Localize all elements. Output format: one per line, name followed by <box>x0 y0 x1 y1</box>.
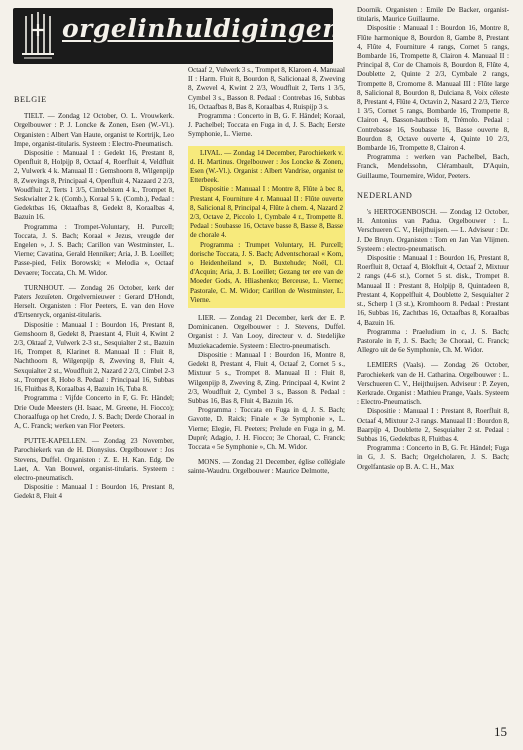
entry-text: Dispositie : Manuaal I : Prestant 8, Roerfluit 8, Octaaf 4, Mixtuur 2-3 rangs. Manuaal II : Bourdon 8, Baarpijp 4, Doublette 2, Sesquialter 2 st. Pedaal : Subbas 16, Gedektbas 8, Fluitbas 4. <box>357 407 509 443</box>
entry-text: Programma : Concerto in B, G. F. Händel; Koraal, J. Pachelbel; Toccata en Fuga in d, J. S. Bach; Eerste Symphonie, L. Vierne. <box>188 112 345 139</box>
entry-hertogenbosch <box>357 208 509 355</box>
entry-text: Programma : werken van Pachelbel, Bach, Franck, Mendelssohn, Clérambault, D'Aquin, Guillaume, Tournemire, Widor, Peeters. <box>357 153 509 180</box>
organ-pipes-icon <box>18 10 58 62</box>
entry-text: Programma : Toccata en Fuga in d, J. S. Bach; Gavotte, D. Raick; Finale « 3e Symphonie », L. Vierne; Elegie, Fl. Peeters; Prelude en Fuga in g, M. Dupré; Adagio, J. H. Fiocco; 3e Choraal, C. Franck; Toccata « 5e Symphonie », Ch. M. Widor. <box>188 406 345 451</box>
entry-text: Octaaf 2, Vulwerk 3 s., Trompet 8, Klaroen 4. Manuaal II : Harm. Fluit 8, Bourdon 8, Salicionaal 8, Zweving 8, Zwevel 4, Kwint 2 2/3, Woudfluit 2, Terts 1 3/5, Cymbel 3 s., Basson 8. Pedaal : Contrebas 16, Subbas 16, Octaafbas 8, Bas 8, Koraalbas 4, Ruispijp 3 s. <box>188 66 345 111</box>
entry-text: Dispositie : Manuaal I : Bourdon 16, Montre 8, Gedekt 8, Prestant 4, Fluit 4, Octaaf 2, Cornet 5 s., Mixtuur 5 s., Trompet 8. Manuaal II : Fluit 8, Wilgenpijp 8, Zweving 8, Zing. Principaal 4, Kwint 2 2/3, Woudfluit 2, Cymbel 3 s., Basson 8. Pedaal : Subbas 16, Bas 8, Fluit 4, Bazuin 16. <box>188 350 345 405</box>
entry-mons-continued <box>357 6 509 181</box>
entry-text: PUTTE-KAPELLEN. — Zondag 23 November, Parochiekerk van de H. Dionysius. Orgelbouwer : Jos Stevens, Duffel. Organisten : Z. E. H. Kan. Edg. De Laet, A. Van Bouwel, organist-titularis. Systeem : electro-pneumatisch. <box>14 437 174 482</box>
highlighted-entry-lival <box>188 146 345 308</box>
entry-putte-kapellen-continued <box>188 66 345 140</box>
page-header-title: orgelinhuldigingen <box>62 14 341 43</box>
entry-text: Programma : Trumpet Voluntary, H. Purcell; dorische Toccata, J. S. Bach; Adventschoraal « Kom, o Heidenheiland », D. Buxtehude; Noël, Cl. d'Acquin; Aria, J. B. Loeillet; Gezang ter ere van de Moeder Gods, A. Hliashenko; Berceuse, L. Vierne; Pastorale, C. M. Widor; Carillon de Westminster, L. Vierne. <box>190 240 343 304</box>
entry-text: Dispositie : Manuaal I : Bourdon 16, Prestant 8, Roerfluit 8, Octaaf 4, Blokfluit 4, Octaaf 2, Mixtuur 2 rangs (4-6 st.), Cornet 5 st. disk., Trompet 8. Manuaal II : Prestant 8, Holpijp 8, Quintadeen 8, Prestant 4, Koppelfluit 4, Doublette 2, Sesquialter 2 st., Scherp 1 (3 st.), Kromhoorn 8. Pedaal : Prestant 16, Subbas 16, Zachtbas 16, Octaafbas 8, Koraalbas 4, Bazuin 16. <box>357 254 509 327</box>
entry-text: Programma : Trompet-Voluntary, H. Purcell; Toccata, J. S. Bach; Koraal « Jezus, vreugde der Engelen », J. S. Bach; Carillon van Westminster, L. Vierne; Cavatina, Gerald Henniker; Aria, J. B. Loeillet; Passe-pied, Felix Borowski; « Melodia », Octaaf Devaere; Toccata, Ch. M. Widor. <box>14 222 174 277</box>
entry-text: Programma : Concerto in B, G. Fr. Händel; Fuga in G, J. S. Bach; Orgelcholaren, J. S. Bach; Orgelfantasie op B. A. C. H., Max <box>357 444 509 471</box>
entry-text: Dispositie : Manuaal I : Bourdon 16, Prestant 8, Gedekt 8, Fluit 4 <box>14 483 174 501</box>
entry-text: LIER. — Zondag 21 December, kerk der E. P. Dominicanen. Orgelbouwer : J. Stevens, Duffel. Organist : J. Van Looy, directeur v. d. Stedelijke Muziekacademie. Systeem : Electro-pneumatisch. <box>188 314 345 350</box>
entry-text: TIELT. — Zondag 12 October, O. L. Vrouwkerk. Orgelbouwer : P. J. Loncke & Zonen, Esen (W.-Vl.). Organisten : Albert Van Haute, organist te Kortrijk, Leo Impe, organist-titularis. Systeem : Electro-Pneumatisch. <box>14 112 174 148</box>
entry-text: Dispositie : Manuaal I : Gedekt 16, Prestant 8, Openfluit 8, Holpijp 8, Octaaf 4, Roerfluit 4, Veldfluit 2, Vulwerk 4 k. Manuaal II : Gemshoorn 8, Wilgenpijp 8, Zwevings 8, Principaal 4, Openfluit 4, Nazaard 2 2/3, Woudfluit 2, Terts 1 3/5, Cimbelstem 4 k., Trompet 8, Seskwialter 2 k. (Comb.), Koraal 5 k. (Comb.), Pedaal : Gedektbas 16, Oktaafbas 8, Gedekt 8, Koraalbas 4, Bazuin 16. <box>14 149 174 222</box>
entry-text: MONS. — Zondag 21 December, église collégiale sainte-Waudru. Orgelbouwer : Maurice Delmotte, <box>188 458 345 476</box>
entry-text: 's HERTOGENBOSCH. — Zondag 12 October, H. Antonius van Padua. Orgelbouwer : L. Verschueren C. V., Heijthuijsen. — L. Adviseur : Dr. J. De Bruyn. Organisten : Tom en Jan Van Vlijmen. Systeem : electro-pneumatisch. <box>357 208 509 253</box>
entry-text: LEMIERS (Vaals). — Zondag 26 October, Parochiekerk van de H. Catharina. Orgelbouwer : L. Verschueren C. V., Heijthuijsen. Adviseur : P. Zeyen, Kerkrade. Organist : Mathieu Prange, Vaals. Systeem : Electro-Pneumatisch. <box>357 361 509 407</box>
entry-turnhout <box>14 284 174 431</box>
entry-text: LIVAL. — Zondag 14 December, Parochiekerk v. d. H. Martinus. Orgelbouwer : Jos Loncke & Zonen, Esen (W.-Vl.). Organist : Albert Vandrise, organist te Etterbeek. <box>190 148 343 185</box>
entry-text: Dispositie : Manuaal I : Montre 8, Flûte à bec 8, Prestant 4, Fourniture 4 r. Manuaal II : Flûte ouverte 8, Salicional 8, Principal 4, Flûte à chem. 4, Nazard 2 2/3, Octave 2, Piccolo 1, Cymbale 4 r., Trompette 8. Pedaal : Soubasse 16, Octave basse 8, Basse 8, Basse de chorale 4. <box>190 185 343 240</box>
entry-tielt <box>14 112 174 278</box>
column-1 <box>14 93 174 508</box>
section-heading-nederland: NEDERLAND <box>357 190 413 200</box>
entry-text: Programma : Praeludium in c, J. S. Bach; Pastorale in F, J. S. Bach; 3e Choraal, C. Franck; Allegro uit de 6e Symphonie, Ch. M. Widor. <box>357 327 509 355</box>
entry-lier <box>188 314 345 452</box>
entry-text: Dispositie : Manuaal I : Bourdon 16, Prestant 8, Gemshoorn 8, Gedekt 8, Praestant 4, Fluit 4, Kwint 2 2/3, Oktaaf 2, Vulwerk 2-3 st., Sesquialter 2 st., Bazuin 16, Trompet 8, Klarinet 8. Manuaal II : Fluit 8, Nachthoorn 8, Wilgenpijp 8, Zweving 8, Fluit 4, Sexquialter 2 st., Woudfluit 2, Nazard 2 2/3, Cimbel 2-3 st., Trompet 8, Hobo 8. Pedaal : Principaal 16, Subbas 16, Fluitbas 8, Koraalbas 4, Bazuin 16, Tuba 8. <box>14 320 174 394</box>
entry-putte-kapellen <box>14 437 174 501</box>
column-2 <box>188 66 345 483</box>
entry-text: Dispositie : Manuaal I : Bourdon 16, Montre 8, Flûte harmonique 8, Bourdon 8, Gambe 8, Prestant 4, Flûte 4, Fourniture 4 rangs, Cornet 5 rangs, Bombarde 16, Trompette 8, Clairon 4. Manuaal II : Principal 8, Cor de Chamois 8, Bourdon 8, Flûte 4, Doublette 2, Quinte 2 2/3, Cymbale 2 rangs, Trompette 8, Cromorne 8. Manuaal III : Flûte large 8, Salicional 8, Bourdon 8, Dulciana 8, Voix céleste 8, Prestant 4, Flûte 4, Octavin 2, Nasard 2 2/3, Tierce 1 3/5, Cornet 5 rangs, Bombarde 16, Trompette 8, Clairon 4, Basson-hautbois 8, Trémolo. Pedaal : Contrebasse 16, Soubasse 16, Basse ouverte 8, Bourdon 8, Octave ouverte 4, Quinte 10 2/3, Bombarde 16, Trompette 8, Clairon 4. <box>357 24 509 153</box>
column-3 <box>357 6 509 478</box>
entry-text: Programma : Vijfde Concerto in F, G. Fr. Händel; Drie Oude Meesters (H. Isaac, M. Greene, H. Fiocco); Choraalfuga op het Credo, J. S. Bach; Derde Choraal in A, C. Franck; werken van Flor Peeters. <box>14 394 174 430</box>
entry-text: TURNHOUT. — Zondag 26 October, kerk der Paters Jezuïeten. Orgelvernieuwer : Gerard D'Hondt, Herselt. Organisten : Flor Peeters, E. van den Hove d'Ertsenryck, organist-titularis. <box>14 283 174 320</box>
section-heading-belgie: BELGIE <box>14 95 47 104</box>
entry-text: Doornik. Organisten : Emile De Backer, organist-titularis, Maurice Guillaume. <box>357 6 509 24</box>
entry-mons <box>188 458 345 476</box>
page-number: 15 <box>494 724 507 739</box>
entry-lemiers <box>357 361 509 471</box>
